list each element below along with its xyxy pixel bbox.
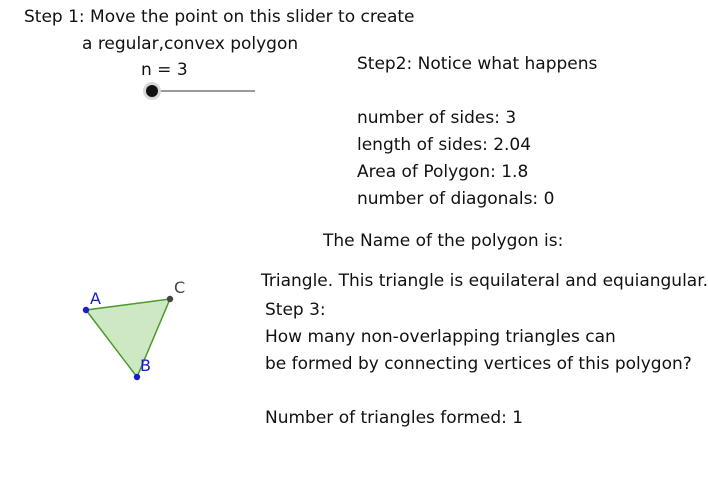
vertex-a-label: A <box>90 289 101 308</box>
regular-polygon <box>86 299 170 377</box>
polygon-name-heading: The Name of the polygon is: <box>323 231 564 251</box>
step1-instruction-line2: a regular,convex polygon <box>82 34 299 54</box>
slider-label: n = 3 <box>141 60 188 80</box>
length-of-sides: length of sides: 2.04 <box>357 135 532 155</box>
vertex-a-point[interactable] <box>83 307 89 313</box>
step3-question-line1: How many non-overlapping triangles can <box>265 327 616 347</box>
vertex-b-label: B <box>140 356 151 375</box>
step2-title: Step2: Notice what happens <box>357 54 598 74</box>
step3-title: Step 3: <box>265 300 326 320</box>
vertex-c-point[interactable] <box>167 296 173 302</box>
number-of-diagonals: number of diagonals: 0 <box>357 189 555 209</box>
triangles-formed: Number of triangles formed: 1 <box>265 408 524 428</box>
number-of-sides: number of sides: 3 <box>357 108 517 128</box>
vertex-c-label: C <box>174 278 186 297</box>
polygon-name-value: Triangle. This triangle is equilateral and equiangular. <box>261 271 708 291</box>
step1-instruction-line1: Step 1: Move the point on this slider to create <box>24 7 415 27</box>
area-of-polygon: Area of Polygon: 1.8 <box>357 162 529 182</box>
step3-question-line2: be formed by connecting vertices of this polygon? <box>265 354 692 374</box>
